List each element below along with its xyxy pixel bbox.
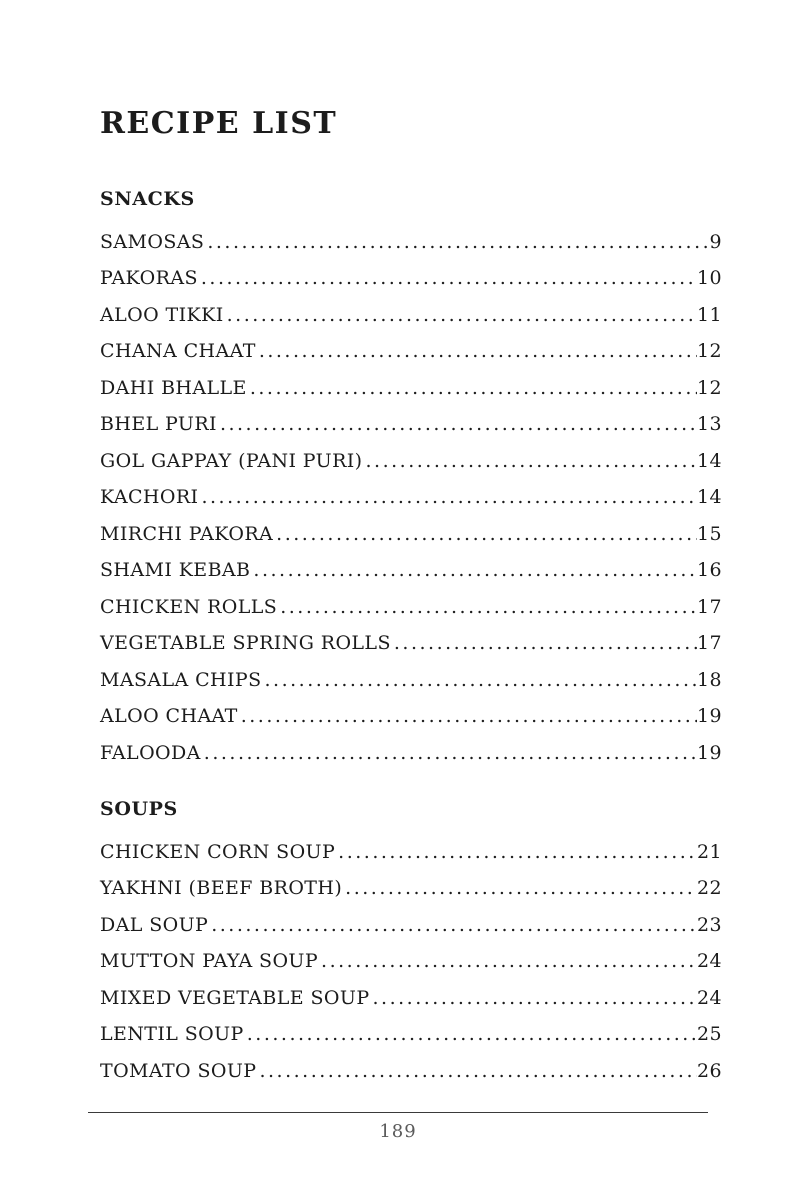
- dot-leader: [262, 662, 698, 699]
- page-footer: [88, 1112, 708, 1142]
- recipe-page-number: 11: [697, 303, 722, 326]
- dot-leader: [277, 589, 697, 626]
- page-number: 189: [379, 1121, 417, 1142]
- recipe-name: DAHI BHALLE: [100, 376, 247, 399]
- recipe-name: SAMOSAS: [100, 230, 205, 253]
- dot-leader: [198, 479, 697, 516]
- section-heading-snacks: SNACKS: [100, 188, 195, 210]
- toc-entry: [100, 370, 722, 407]
- toc-entry: [100, 625, 722, 662]
- footer-divider: [88, 1112, 708, 1113]
- toc-entry: [100, 980, 722, 1017]
- recipe-name: PAKORAS: [100, 267, 198, 289]
- toc-entry: [100, 907, 722, 944]
- recipe-page-number: 14: [697, 449, 722, 472]
- section-snacks: [100, 181, 722, 771]
- recipe-page-number: 23: [697, 913, 722, 936]
- recipe-name: GOL GAPPAY (PANI PURI): [100, 449, 363, 472]
- dot-leader: [391, 625, 697, 662]
- recipe-page-number: 19: [697, 705, 722, 727]
- recipe-page-number: 25: [697, 1023, 722, 1045]
- section-heading-soups: SOUPS: [100, 798, 178, 820]
- toc-entry: [100, 662, 722, 699]
- recipe-name: ALOO TIKKI: [100, 303, 224, 326]
- recipe-name: LENTIL SOUP: [100, 1023, 244, 1045]
- dot-leader: [238, 698, 697, 735]
- recipe-page-number: 16: [697, 559, 722, 581]
- dot-leader: [198, 260, 697, 297]
- recipe-name: TOMATO SOUP: [100, 1059, 257, 1082]
- toc-entry: [100, 260, 722, 297]
- recipe-name: CHICKEN CORN SOUP: [100, 840, 336, 863]
- toc-entry: [100, 735, 722, 772]
- recipe-page-number: 13: [697, 413, 722, 435]
- recipe-page-number: 15: [697, 522, 722, 545]
- recipe-name: MASALA CHIPS: [100, 668, 262, 691]
- toc-entry: [100, 224, 722, 261]
- dot-leader: [224, 297, 697, 334]
- toc-entry: [100, 870, 722, 907]
- dot-leader: [256, 333, 697, 370]
- toc-entry: [100, 698, 722, 735]
- dot-leader: [335, 834, 697, 871]
- recipe-page-number: 18: [697, 668, 722, 691]
- recipe-page-number: 17: [697, 595, 722, 618]
- page-title: RECIPE LIST: [100, 106, 338, 141]
- dot-leader: [273, 516, 697, 553]
- recipe-name: CHANA CHAAT: [100, 340, 256, 362]
- recipe-page-number: 10: [697, 267, 722, 289]
- recipe-name: CHICKEN ROLLS: [100, 595, 278, 618]
- toc-entry: [100, 589, 722, 626]
- dot-leader: [363, 443, 698, 480]
- recipe-name: MUTTON PAYA SOUP: [100, 950, 319, 972]
- dot-leader: [318, 943, 697, 980]
- recipe-name: MIRCHI PAKORA: [100, 522, 274, 545]
- dot-leader: [247, 370, 697, 407]
- dot-leader: [370, 980, 698, 1017]
- recipe-page-number: 14: [697, 486, 722, 508]
- toc-entry: [100, 443, 722, 480]
- recipe-page-number: 22: [697, 877, 722, 899]
- recipe-name: YAKHNI (BEEF BROTH): [100, 877, 343, 899]
- dot-leader: [244, 1016, 697, 1053]
- dot-leader: [208, 907, 697, 944]
- recipe-name: KACHORI: [100, 486, 199, 508]
- dot-leader: [217, 406, 697, 443]
- recipe-page-number: 24: [697, 986, 722, 1009]
- dot-leader: [342, 870, 697, 907]
- recipe-name: VEGETABLE SPRING ROLLS: [100, 632, 391, 654]
- recipe-page-number: 24: [697, 950, 722, 972]
- toc-entry: [100, 333, 722, 370]
- toc-entry: [100, 834, 722, 871]
- recipe-name: SHAMI KEBAB: [100, 559, 251, 581]
- recipe-page-number: 19: [697, 741, 722, 764]
- recipe-name: MIXED VEGETABLE SOUP: [100, 986, 370, 1009]
- dot-leader: [204, 224, 709, 261]
- toc-entry: [100, 1016, 722, 1053]
- recipe-page-number: 12: [697, 340, 722, 362]
- toc-entry: [100, 297, 722, 334]
- recipe-page-number: 12: [697, 376, 722, 399]
- recipe-name: DAL SOUP: [100, 913, 209, 936]
- toc-entry: [100, 479, 722, 516]
- recipe-page-number: 9: [709, 230, 722, 253]
- recipe-name: BHEL PURI: [100, 413, 217, 435]
- section-soups: [100, 791, 722, 1089]
- toc-entry: [100, 1053, 722, 1090]
- recipe-page-number: 17: [697, 632, 722, 654]
- dot-leader: [201, 735, 697, 772]
- toc-entry: [100, 552, 722, 589]
- toc-entry: [100, 943, 722, 980]
- dot-leader: [256, 1053, 697, 1090]
- recipe-name: ALOO CHAAT: [100, 705, 238, 727]
- recipe-page-number: 21: [697, 840, 722, 863]
- dot-leader: [250, 552, 697, 589]
- toc-entry: [100, 406, 722, 443]
- toc-entry: [100, 516, 722, 553]
- recipe-page-number: 26: [697, 1059, 722, 1082]
- recipe-name: FALOODA: [100, 741, 201, 764]
